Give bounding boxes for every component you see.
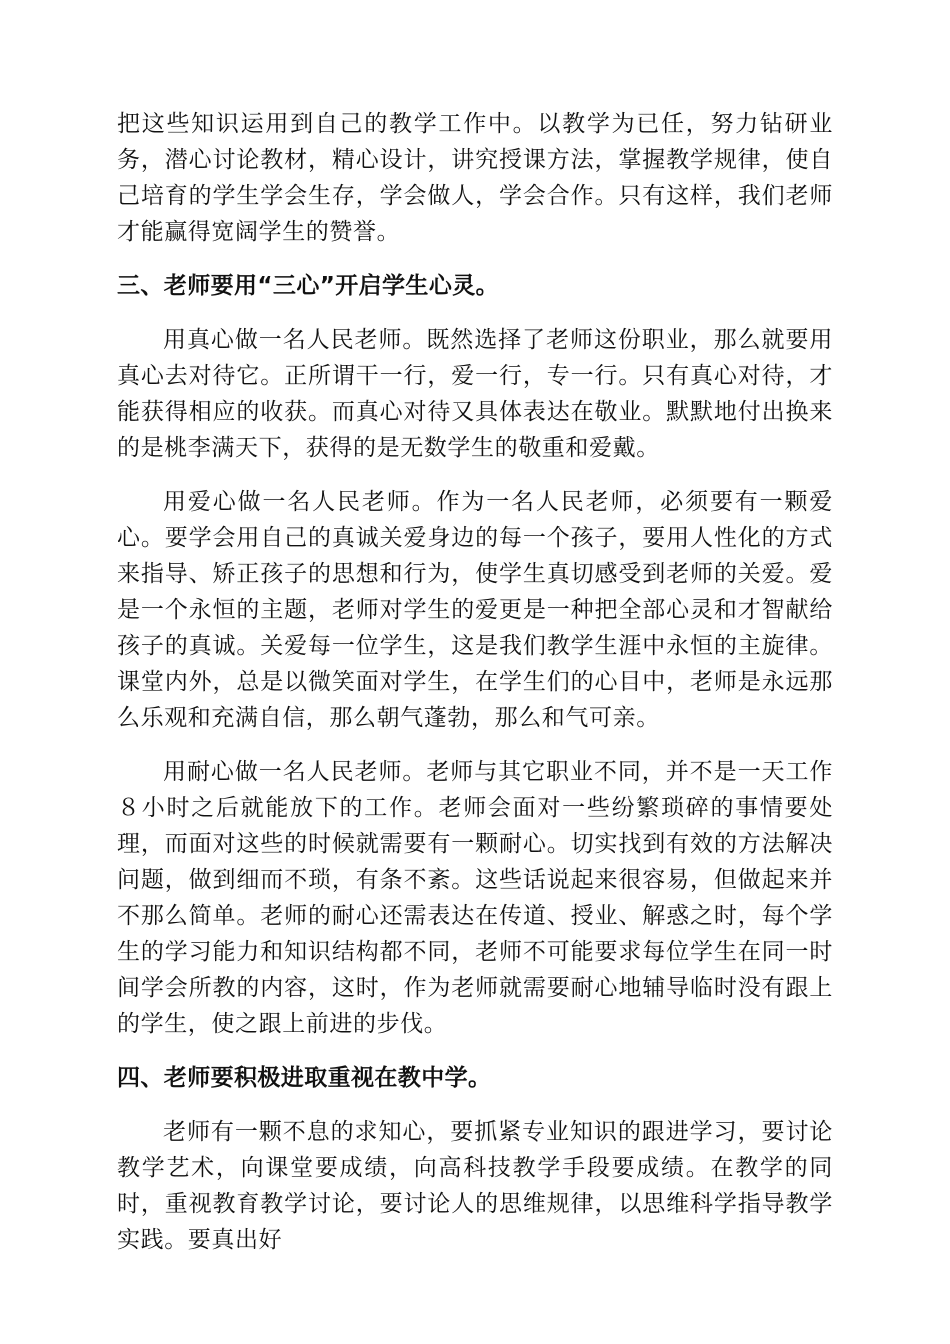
section-heading-three-hearts: 三、老师要用“三心”开启学生心灵。 [117, 273, 500, 299]
paragraph-love: 用爱心做一名人民老师。作为一名人民老师，必须要有一颗爱心。要学会用自己的真诚关爱身边的每一个孩子，要用人性化的方式来指导、矫正孩子的思想和行为，使学生真切感受到老师的关爱。爱是一个永恒的主题，老师对学生的爱更是一种把全部心灵和才智献给孩子的真诚。关爱每一位学生，这是我们教学生涯中永恒的主旋律。课堂内外，总是以微笑面对学生，在学生们的心目中，老师是永远那么乐观和充满自信，那么朝气蓬勃，那么和气可亲。 [117, 489, 833, 731]
document-page [117, 106, 833, 1276]
paragraph-sincerity: 用真心做一名人民老师。既然选择了老师这份职业，那么就要用真心去对待它。正所谓干一行，爱一行，专一行。只有真心对待，才能获得相应的收获。而真心对待又具体表达在敬业。默默地付出换来的是桃李满天下，获得的是无数学生的敬重和爱戴。 [117, 327, 833, 461]
paragraph-patience: 用耐心做一名人民老师。老师与其它职业不同，并不是一天工作８小时之后就能放下的工作。老师会面对一些纷繁琐碎的事情要处理，而面对这些的时候就需要有一颗耐心。切实找到有效的方法解决问题，做到细而不琐，有条不紊。这些话说起来很容易，但做起来并不那么简单。老师的耐心还需表达在传道、授业、解惑之时，每个学生的学习能力和知识结构都不同，老师不可能要求每位学生在同一时间学会所教的内容，这时，作为老师就需要耐心地辅导临时没有跟上的学生，使之跟上前进的步伐。 [117, 759, 833, 1037]
paragraph-intro: 把这些知识运用到自己的教学工作中。以教学为已任，努力钻研业务，潜心讨论教材，精心设计，讲究授课方法，掌握教学规律，使自己培育的学生学会生存，学会做人，学会合作。只有这样，我们老师才能赢得宽阔学生的赞誉。 [117, 111, 833, 245]
section-heading-keep-learning: 四、老师要积极进取重视在教中学。 [117, 1065, 492, 1091]
paragraph-learning: 老师有一颗不息的求知心，要抓紧专业知识的跟进学习，要讨论教学艺术，向课堂要成绩，向高科技教学手段要成绩。在教学的同时，重视教育教学讨论，要讨论人的思维规律，以思维科学指导教学实践。要真出好 [117, 1119, 833, 1253]
